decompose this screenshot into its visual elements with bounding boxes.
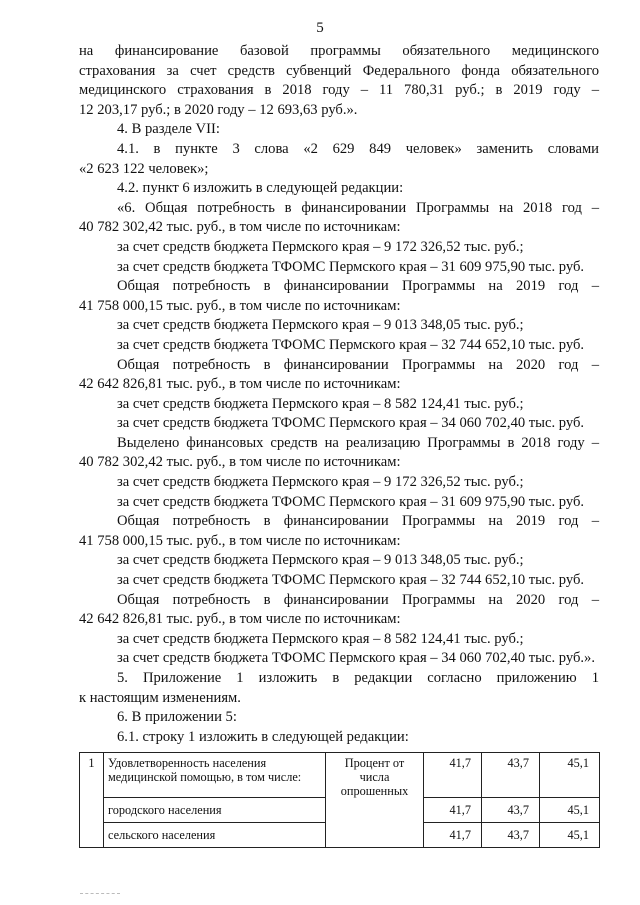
value-cell: 41,7: [424, 823, 482, 848]
indicator-table: [79, 752, 600, 848]
text-line: за счет средств бюджета ТФОМС Пермского края – 34 060 702,40 тыс. руб.: [117, 415, 585, 432]
text-line: медицинского страхования в 2018 году – 11 780,31 руб.; в 2019 году –: [79, 82, 599, 99]
text-line: 4.1. в пункте 3 слова «2 629 849 человек» заменить словами: [117, 140, 599, 157]
text-line: 40 782 302,42 тыс. руб., в том числе по источникам:: [79, 219, 401, 236]
text-line: 42 642 826,81 тыс. руб., в том числе по источникам:: [79, 376, 401, 393]
text-line: 5. Приложение 1 изложить в редакции согласно приложению 1: [117, 670, 599, 686]
text-line: за счет средств бюджета Пермского края – 9 013 348,05 тыс. руб.;: [117, 317, 524, 334]
value-cell: 43,7: [482, 753, 540, 798]
text-line: за счет средств бюджета ТФОМС Пермского края – 34 060 702,40 тыс. руб.».: [117, 650, 595, 667]
indicator-cell: Удовлетворенность населения медицинской помощью, в том числе:: [104, 753, 326, 798]
text-line: 40 782 302,42 тыс. руб., в том числе по источникам:: [79, 454, 401, 471]
value-cell: 45,1: [540, 823, 600, 848]
text-line: страхования за счет средств субвенций Федерального фонда обязательного: [79, 62, 599, 79]
text-line: за счет средств бюджета ТФОМС Пермского края – 32 744 652,10 тыс. руб.: [117, 336, 585, 353]
section-heading: 6. В приложении 5:: [117, 709, 237, 726]
text-line: за счет средств бюджета Пермского края – 9 013 348,05 тыс. руб.;: [117, 552, 524, 569]
text-line: за счет средств бюджета Пермского края – 8 582 124,41 тыс. руб.;: [117, 395, 524, 412]
row-number-cell: 1: [80, 753, 104, 848]
text-line: Выделено финансовых средств на реализацию Программы в 2018 году –: [117, 434, 599, 451]
text-line: 6.1. строку 1 изложить в следующей редакции:: [117, 728, 409, 745]
text-line: Общая потребность в финансировании Программы на 2019 год –: [117, 278, 599, 295]
text-line: «6. Общая потребность в финансировании Программы на 2018 год –: [117, 199, 599, 216]
value-cell: 43,7: [482, 798, 540, 823]
indicator-cell: городского населения: [104, 798, 326, 823]
text-line: Общая потребность в финансировании Программы на 2019 год –: [117, 513, 599, 530]
text-line: Общая потребность в финансировании Программы на 2020 год –: [117, 356, 599, 373]
text-line: 42 642 826,81 тыс. руб., в том числе по источникам:: [79, 611, 401, 628]
text-line: за счет средств бюджета Пермского края – 8 582 124,41 тыс. руб.;: [117, 630, 524, 647]
text-line: за счет средств бюджета Пермского края – 9 172 326,52 тыс. руб.;: [117, 238, 524, 255]
value-cell: 41,7: [424, 753, 482, 798]
text-line: за счет средств бюджета Пермского края – 9 172 326,52 тыс. руб.;: [117, 474, 524, 491]
text-line: на финансирование базовой программы обязательного медицинского: [79, 43, 599, 59]
text-line: за счет средств бюджета ТФОМС Пермского края – 31 609 975,90 тыс. руб.: [117, 493, 585, 510]
value-cell: 45,1: [540, 753, 600, 798]
text-line: за счет средств бюджета ТФОМС Пермского края – 31 609 975,90 тыс. руб.: [117, 258, 585, 275]
text-line: 41 758 000,15 тыс. руб., в том числе по источникам:: [79, 297, 401, 314]
text-line: Общая потребность в финансировании Программы на 2020 год –: [117, 591, 599, 608]
document-body: [79, 42, 599, 747]
text-line: к настоящим изменениям.: [79, 689, 241, 706]
page-number: 5: [316, 20, 324, 36]
text-line: за счет средств бюджета ТФОМС Пермского края – 32 744 652,10 тыс. руб.: [117, 572, 585, 589]
value-cell: 45,1: [540, 798, 600, 823]
section-heading: 4. В разделе VII:: [117, 121, 220, 138]
indicator-table-wrapper: [79, 752, 600, 848]
text-line: 41 758 000,15 тыс. руб., в том числе по источникам:: [79, 532, 401, 549]
text-line: 4.2. пункт 6 изложить в следующей редакции:: [117, 180, 404, 197]
indicator-cell: сельского населения: [104, 823, 326, 848]
value-cell: 43,7: [482, 823, 540, 848]
text-line: 12 203,17 руб.; в 2020 году – 12 693,63 руб.».: [79, 101, 358, 118]
text-line: «2 623 122 человек»;: [79, 160, 209, 177]
table-row: [80, 753, 600, 798]
value-cell: 41,7: [424, 798, 482, 823]
unit-cell: Процент от числа опрошенных: [326, 753, 424, 848]
divider: [80, 893, 120, 894]
